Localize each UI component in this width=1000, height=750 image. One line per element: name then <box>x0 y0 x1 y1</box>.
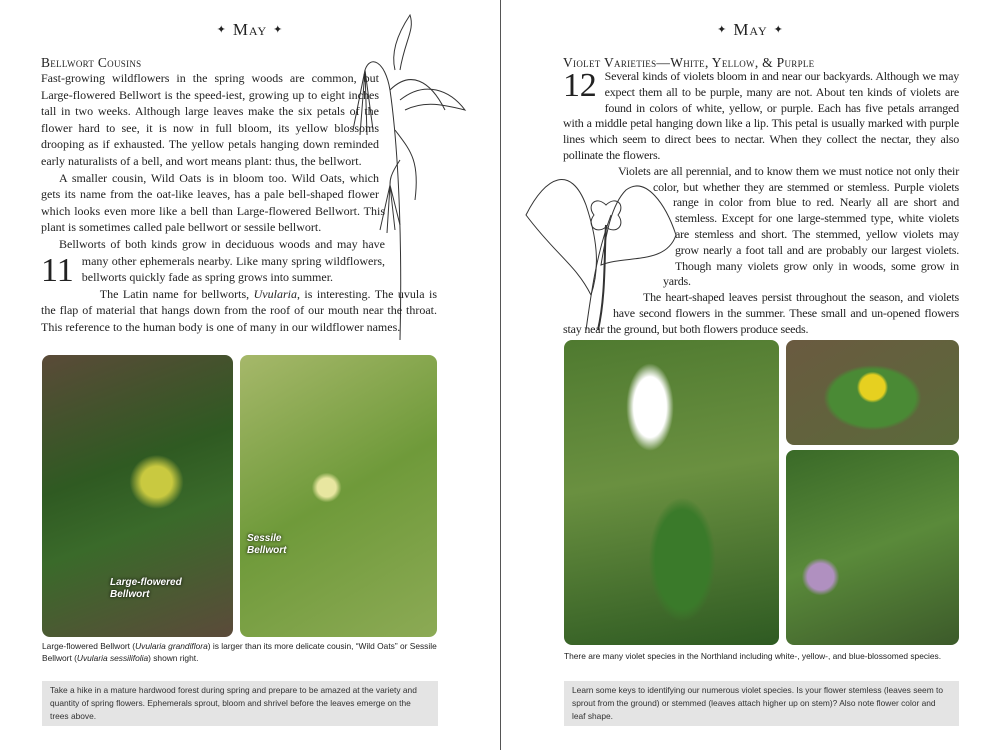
month-title: May <box>232 20 268 39</box>
page-header <box>501 20 1000 40</box>
white-violet-photo <box>564 340 779 645</box>
paragraph: A smaller cousin, Wild Oats is in bloom too. Wild Oats, which gets its name from the oat-like leaves, has a pale bell-shaped flower which looks even more like a bell than Large-flowered Bellwort. This plant is sometimes called pale bellwort or sessile bellwort. <box>41 170 385 235</box>
paragraph: The heart-shaped leaves persist throughout the season, and violets have second flowers in the summer. These small and un-opened flowers stay near the ground, but both flowers produce seeds. <box>563 290 959 336</box>
bird-icon: ✦ <box>216 24 227 36</box>
large-flowered-bellwort-photo <box>42 355 233 637</box>
article-body <box>41 70 441 344</box>
article-body <box>563 69 959 338</box>
bird-icon: ✦ <box>773 24 784 36</box>
photo-label: Large-flowered Bellwort <box>110 577 182 600</box>
tip-box: Learn some keys to identifying our numerous violet species. Is your flower stemless (leaves seem to sprout from the ground) or stemmed (leaves attach higher up on stem)? Also note flower color and leaf shape. <box>564 681 959 726</box>
bird-icon: ✦ <box>273 24 284 36</box>
yellow-violet-photo <box>786 340 959 445</box>
photo-label: Sessile Bellwort <box>247 533 287 556</box>
paragraph: Fast-growing wildflowers in the spring woods are common, but Large-flowered Bellwort is the speed-iest, growing up to eight inches tall in two weeks. Although large leaves make the six petals of the flower hard to see, it is now in full bloom, its yellow blossoms drooping as if exhausted. The yellow petals hanging down reminded early naturalists of a bell, and wort means plant: thus, the bellwort. <box>41 71 379 168</box>
right-page <box>500 0 1000 750</box>
bird-icon: ✦ <box>717 24 728 36</box>
section-title: Bellwort Cousins <box>41 55 142 70</box>
paragraph: The Latin name for bellworts, Uvularia, is interesting. The uvula is the flap of material that hangs down from the roof of our mouth near the throat. This reference to the human body is one of many in our wildflower names. <box>41 286 438 334</box>
purple-violet-photo <box>786 450 959 645</box>
tip-box: Take a hike in a mature hardwood forest during spring and prepare to be amazed at the variety and quantity of spring flowers. Ephemerals sprout, bloom and shrivel before the leaves emerge on the trees above. <box>42 681 438 726</box>
paragraph: Bellworts of both kinds grow in deciduous woods and may have many other ephemerals nearby. Like many spring wildflowers, bellworts quickly fade as spring grows into summer. <box>59 236 385 285</box>
paragraph: Violets are all perennial, and to know them we must notice not only their color, but whether they are stemmed or stemless. Purple violets range in color from blue to red. Nearly all are short and stemless. Except for one large-stemmed type, white violets are stemless and short. The stemmed, yellow violets may grow nearly a foot tall and are probably our largest violets. Though many violets grow only in woods, some grow in yards. <box>618 163 959 289</box>
sessile-bellwort-photo <box>240 355 437 637</box>
entry-number: 11 <box>41 252 74 289</box>
month-title: May <box>733 20 768 39</box>
photo-caption: There are many violet species in the Northland including white-, yellow-, and blue-blossomed species. <box>564 651 942 661</box>
section-title: Violet Varieties—White, Yellow, & Purple <box>563 55 815 70</box>
paragraph: Several kinds of violets bloom in and near our backyards. Although we may expect them all to be purple, many are not. About ten kinds of violets are found in colors of white, yellow, or purple. Each has five petals arranged with a middle petal hanging down like a lip. This petal is usually marked with purple lines which seem to direct bees to nectar. When they collect the nectar, they also pollinate the flowers. <box>563 69 959 162</box>
entry-number: 12 <box>563 67 597 104</box>
photo-caption: Large-flowered Bellwort (Uvularia grandiflora) is larger than its more delicate cousin, “Wild Oats” or Sessile Bellwort (Uvularia sessilifolia) shown right. <box>42 641 437 663</box>
